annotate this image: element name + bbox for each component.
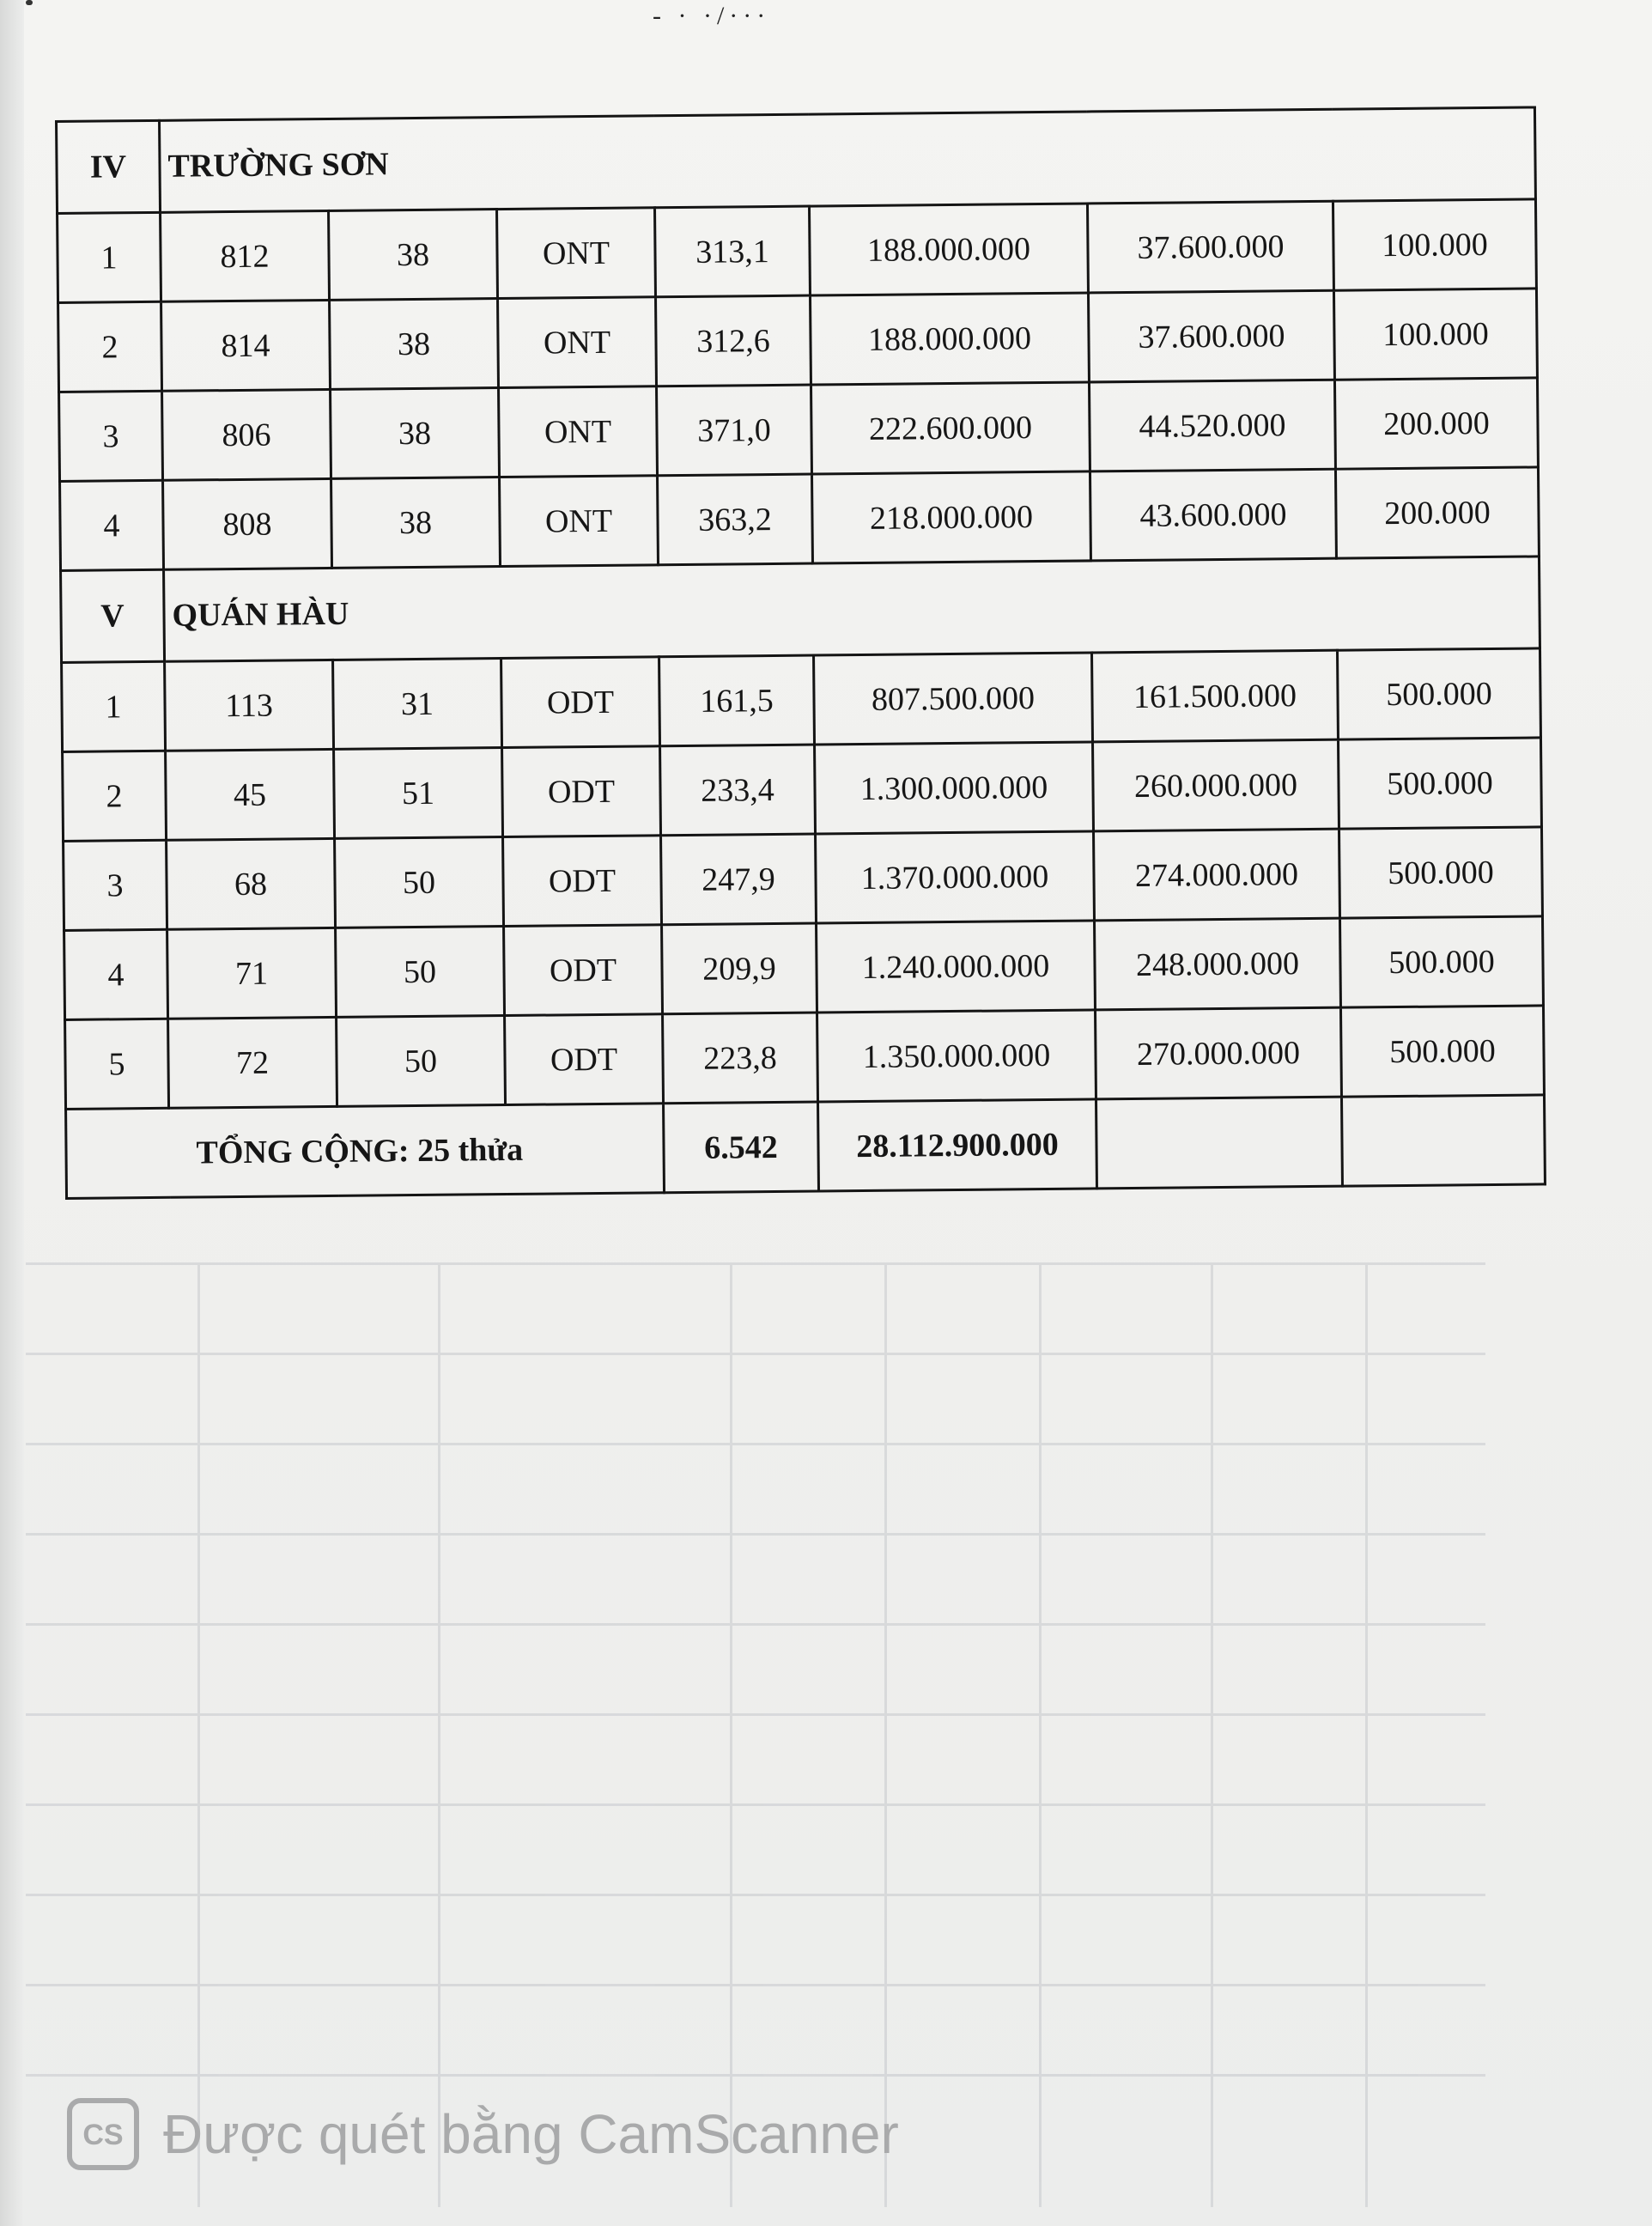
table-cell: 270.000.000	[1095, 1007, 1341, 1099]
table-cell: ODT	[504, 925, 663, 1016]
table-cell: 188.000.000	[810, 293, 1089, 385]
table-cell: 113	[165, 660, 334, 751]
total-value: 28.112.900.000	[818, 1099, 1097, 1191]
table-row	[63, 738, 1542, 842]
table-cell: 37.600.000	[1087, 201, 1333, 293]
table-row	[62, 648, 1541, 752]
table-cell: 1	[62, 661, 166, 751]
table-cell: 2	[58, 301, 162, 392]
table-cell: ODT	[502, 746, 661, 837]
table-cell: 222.600.000	[811, 382, 1090, 474]
table-cell: 200.000	[1335, 467, 1539, 558]
section-number: V	[61, 569, 165, 662]
table-row	[64, 827, 1543, 931]
table-cell: 500.000	[1339, 916, 1543, 1007]
table-cell: ODT	[503, 836, 662, 927]
table-cell: 808	[163, 478, 332, 569]
table-cell: 50	[335, 837, 504, 928]
table-body	[57, 107, 1546, 1198]
ink-speck	[26, 0, 33, 5]
table-cell: 248.000.000	[1095, 918, 1341, 1010]
table-cell: 68	[167, 838, 336, 929]
table-cell: 500.000	[1340, 1006, 1544, 1097]
camscanner-logo-glyph	[77, 2117, 129, 2151]
section-header-row	[57, 107, 1536, 214]
table-row	[59, 378, 1539, 482]
table-cell: ONT	[498, 297, 657, 388]
table-cell: 71	[167, 928, 337, 1019]
table-cell: 1.300.000.000	[815, 742, 1094, 834]
table-cell: 161.500.000	[1092, 650, 1339, 742]
table-cell: 43.600.000	[1090, 469, 1336, 561]
table-row	[65, 1006, 1545, 1110]
top-edge-marks: - · ·/···	[653, 2, 771, 30]
watermark-text: Được quét bằng CamScanner	[163, 2103, 899, 2165]
total-area: 6.542	[664, 1102, 819, 1193]
table-cell: 38	[331, 477, 501, 569]
camscanner-watermark	[67, 2095, 899, 2173]
table-cell: 2	[63, 751, 167, 841]
table-cell: 500.000	[1339, 827, 1542, 918]
table-cell: 3	[59, 391, 163, 481]
total-empty-cell	[1096, 1097, 1342, 1189]
table-cell: 500.000	[1337, 648, 1540, 739]
table-cell: 100.000	[1333, 289, 1537, 380]
table-row	[64, 916, 1544, 1020]
table-row	[58, 199, 1537, 303]
table-cell: 233,4	[660, 745, 816, 836]
table-cell: 218.000.000	[811, 471, 1090, 563]
table-cell: 363,2	[658, 474, 813, 565]
table-cell: 100.000	[1333, 199, 1536, 290]
table-cell: 4	[60, 480, 164, 570]
table-cell: 223,8	[663, 1013, 818, 1104]
section-name: TRƯỜNG SƠN	[160, 107, 1536, 212]
section-name: QUÁN HÀU	[164, 556, 1540, 661]
table-cell: 161,5	[659, 655, 815, 746]
table-cell: 44.520.000	[1089, 380, 1335, 471]
table-cell: 1.350.000.000	[817, 1010, 1096, 1102]
page-edge-shadow	[0, 0, 24, 2226]
camscanner-logo-icon	[67, 2098, 139, 2170]
table-cell: ONT	[499, 386, 658, 477]
table-cell: 247,9	[661, 834, 817, 925]
section-number: IV	[57, 120, 161, 213]
svg-text:CS: CS	[82, 2119, 124, 2151]
table-cell: 812	[161, 210, 330, 301]
table-cell: 209,9	[662, 923, 817, 1014]
total-empty-cell	[1341, 1095, 1545, 1186]
table-cell: ONT	[497, 208, 656, 299]
table-cell: 1	[58, 212, 161, 302]
section-header-row	[61, 556, 1540, 663]
table-cell: 1.240.000.000	[817, 921, 1096, 1013]
table-cell: 50	[337, 1016, 506, 1107]
table-cell: 4	[64, 929, 168, 1019]
table-cell: 1.370.000.000	[816, 831, 1095, 923]
table-cell: 807.500.000	[814, 653, 1093, 745]
table-cell: 5	[65, 1019, 169, 1109]
table-cell: 38	[330, 299, 499, 390]
table-cell: 260.000.000	[1093, 739, 1339, 831]
table-cell: 312,6	[656, 295, 811, 386]
table-cell: 188.000.000	[810, 204, 1089, 295]
table-cell: 814	[161, 300, 331, 391]
table-cell: 72	[168, 1017, 337, 1108]
table-cell: 50	[336, 927, 505, 1018]
total-row	[66, 1095, 1546, 1199]
table-cell: 38	[331, 388, 500, 479]
table-cell: 371,0	[657, 385, 812, 476]
table-cell: 51	[334, 748, 503, 839]
table-cell: 500.000	[1338, 738, 1541, 829]
table-cell: 3	[64, 840, 167, 930]
table-cell: ODT	[501, 657, 660, 748]
table-cell: 274.000.000	[1094, 829, 1340, 921]
table-row	[60, 467, 1540, 571]
reverse-side-bleed-through	[26, 1262, 1520, 2224]
land-plot-table	[55, 106, 1546, 1200]
table-cell: 38	[329, 210, 498, 301]
table-cell: 45	[166, 749, 335, 840]
table-cell: 37.600.000	[1088, 290, 1334, 382]
table-cell: 313,1	[655, 206, 811, 297]
table-cell: ONT	[500, 476, 659, 567]
table-cell: 31	[333, 659, 502, 750]
table-cell: 200.000	[1334, 378, 1538, 469]
table-cell: 806	[162, 389, 331, 480]
total-label: TỔNG CỘNG: 25 thửa	[66, 1104, 665, 1199]
table-cell: ODT	[505, 1014, 664, 1105]
table-row	[58, 289, 1538, 392]
